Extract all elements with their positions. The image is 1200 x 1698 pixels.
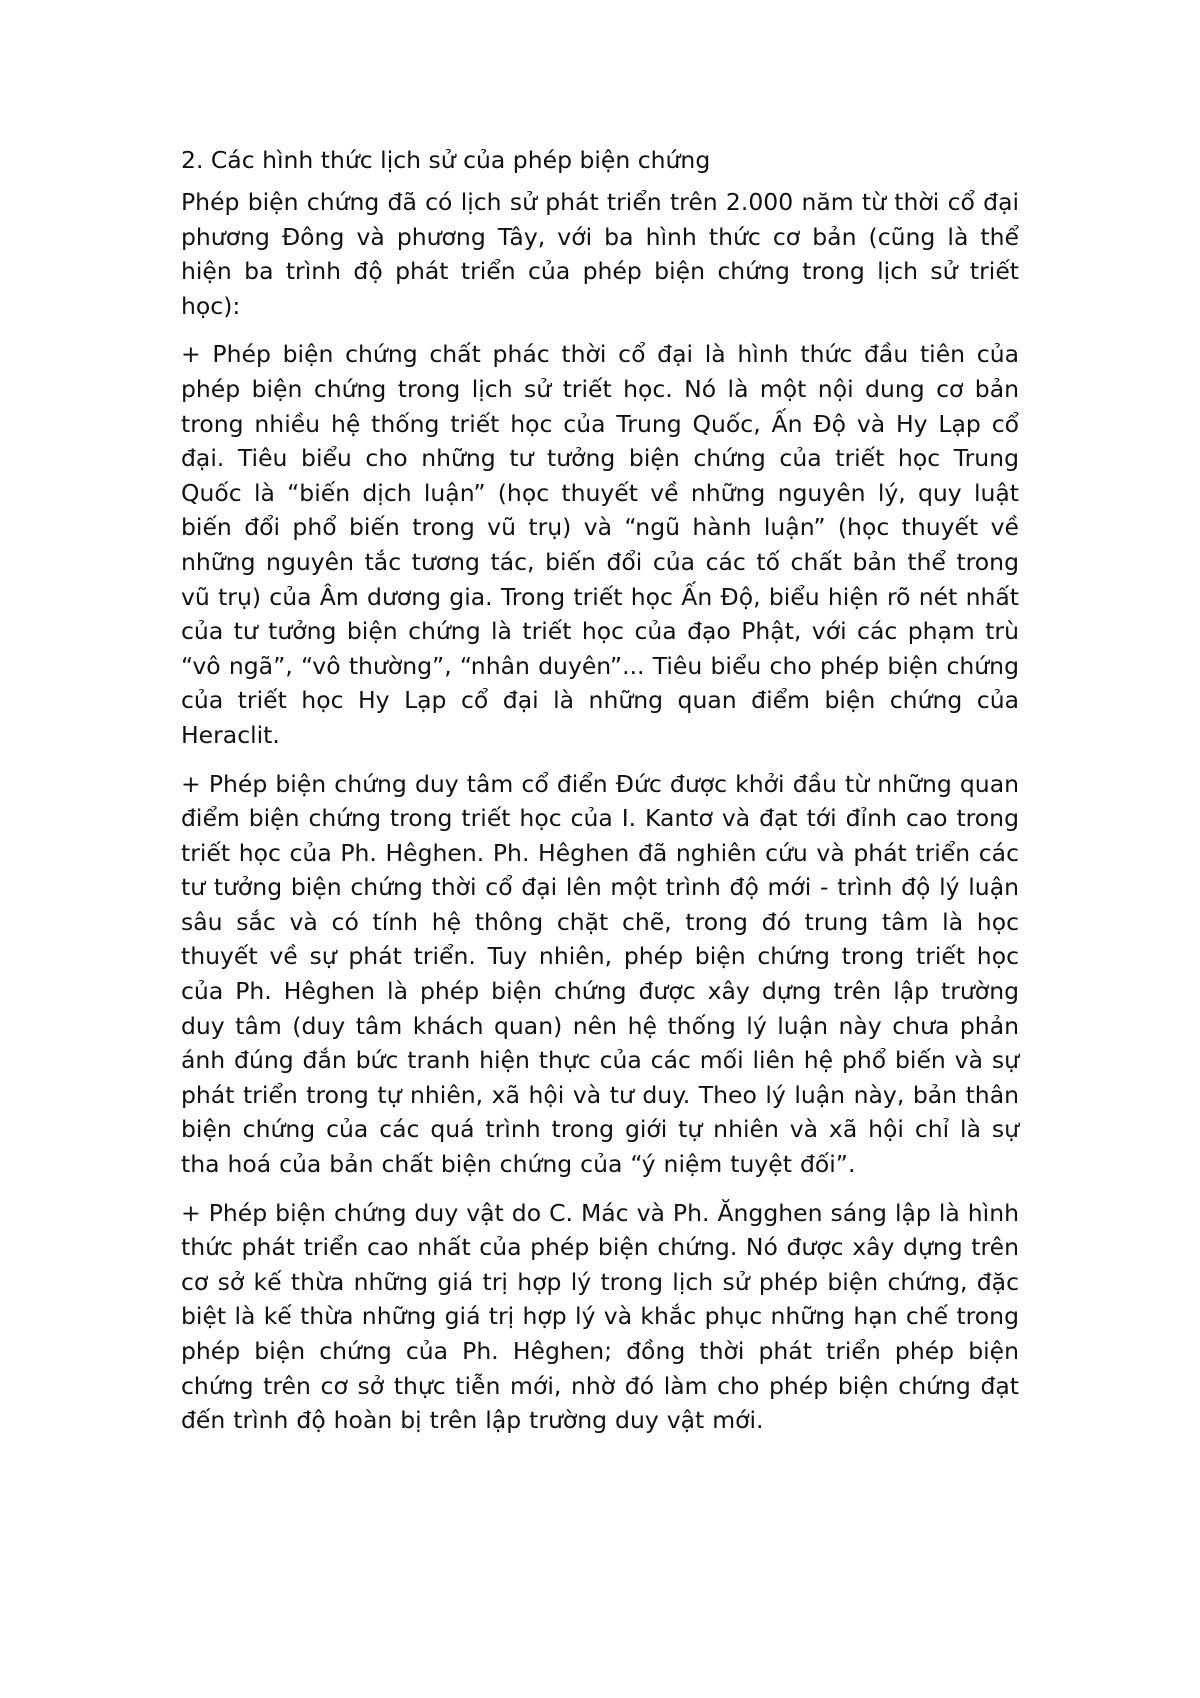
paragraph-ancient-dialectics: + Phép biện chứng chất phác thời cổ đại là hình thức đầu tiên của phép biện chứng trong lịch sử triết học. Nó là một nội dung cơ bản trong nhiều hệ thống triết học của Trung Quốc, Ấn Độ và Hy Lạp cổ đại. Tiêu biểu cho những tư tưởng biện chứng của triết học Trung Quốc là “biến dịch luận” (học thuyết về những nguyên lý, quy luật biến đổi phổ biến trong vũ trụ) và “ngũ hành luận” (học thuyết về những nguyên tắc tương tác, biến đổi của các tố chất bản thể trong vũ trụ) của Âm dương gia. Trong triết học Ấn Độ, biểu hiện rõ nét nhất của tư tưởng biện chứng là triết học của đạo Phật, với các phạm trù “vô ngã”, “vô thường”, “nhân duyên”... Tiêu biểu cho phép biện chứng của triết học Hy Lạp cổ đại là những quan điểm biện chứng của Heraclit. <box>181 340 1019 749</box>
document-page <box>181 143 1019 1452</box>
paragraph-classical-german-dialectics: + Phép biện chứng duy tâm cổ điển Đức được khởi đầu từ những quan điểm biện chứng trong triết học của I. Kantơ và đạt tới đỉnh cao trong triết học của Ph. Hêghen. Ph. Hêghen đã nghiên cứu và phát triển các tư tưởng biện chứng thời cổ đại lên một trình độ mới - trình độ lý luận sâu sắc và có tính hệ thông chặt chẽ, trong đó trung tâm là học thuyết về sự phát triển. Tuy nhiên, phép biện chứng trong triết học của Ph. Hêghen là phép biện chứng được xây dựng trên lập trường duy tâm (duy tâm khách quan) nên hệ thống lý luận này chưa phản ánh đúng đắn bức tranh hiện thực của các mối liên hệ phổ biến và sự phát triển trong tự nhiên, xã hội và tư duy. Theo lý luận này, bản thân biện chứng của các quá trình trong giới tự nhiên và xã hội chỉ là sự tha hoá của bản chất biện chứng của “ý niệm tuyệt đối”. <box>181 769 1019 1179</box>
paragraph-intro: Phép biện chứng đã có lịch sử phát triển trên 2.000 năm từ thời cổ đại phương Đông và phương Tây, với ba hình thức cơ bản (cũng là thể hiện ba trình độ phát triển của phép biện chứng trong lịch sử triết học): <box>181 188 1019 320</box>
section-heading: 2. Các hình thức lịch sử của phép biện chứng <box>181 146 711 174</box>
paragraph-materialist-dialectics: + Phép biện chứng duy vật do C. Mác và Ph. Ăngghen sáng lập là hình thức phát triển cao nhất của phép biện chứng. Nó được xây dựng trên cơ sở kế thừa những giá trị hợp lý trong lịch sử phép biện chứng, đặc biệt là kế thừa những giá trị hợp lý và khắc phục những hạn chế trong phép biện chứng của Ph. Hêghen; đồng thời phát triển phép biện chứng trên cơ sở thực tiễn mới, nhờ đó làm cho phép biện chứng đạt đến trình độ hoàn bị trên lập trường duy vật mới. <box>181 1198 1019 1435</box>
